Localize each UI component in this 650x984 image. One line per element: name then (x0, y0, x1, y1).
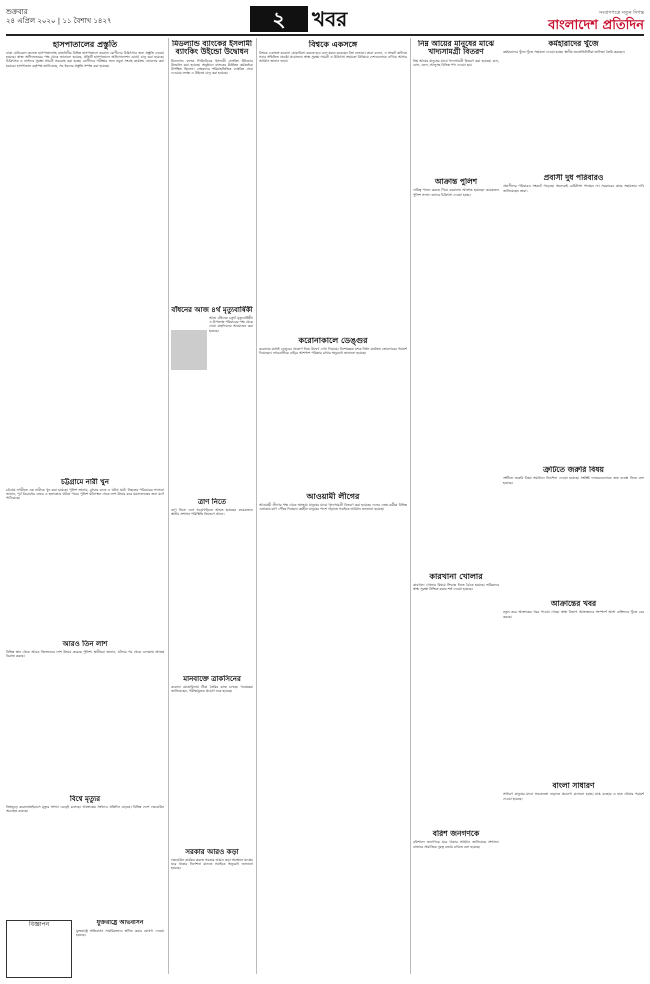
article-body: দায়িত্ব পালন করতে গিয়ে করোনায় আক্রান্ত হয়েছেন কয়েকজন পুলিশ সদস্য। তাদের চিকিৎসা দেওয়া হচ্ছে। (413, 188, 499, 197)
article (259, 40, 407, 330)
headline: বিশ্বে মৃত্যুর (69, 795, 101, 803)
masthead (6, 4, 644, 36)
article-body: বিশ্বজুড়ে করোনাভাইরাসে মৃত্যুর সংখ্যা বেড়েই চলেছে। আক্রান্তের সংখ্যাও প্রতিদিন বাড়ছে। বিভিন্ন দেশে লকডাউন অব্যাহত রয়েছে। (6, 804, 164, 813)
article (503, 782, 644, 976)
article-body: কারখানা খোলার বিষয়ে সিদ্ধান্ত নিতে বৈঠক হয়েছে। শ্রমিকদের স্বাস্থ্য সুরক্ষা নিশ্চিত করার শর্ত দেওয়া হয়েছে। (413, 582, 499, 592)
headline: যুক্তরাষ্ট্রে অভিবাসন (96, 920, 144, 926)
newspaper-logo: সংবাদপত্রে নতুন দিগন্ত বাংলাদেশ প্রতিদিন (548, 10, 644, 33)
headline: ত্রুটিতে জরুরি বিষয় (543, 466, 604, 474)
article (76, 920, 164, 976)
article-body: ঢাকা মেডিকেল কলেজ হাসপাতালসহ রাজধানীর বিভিন্ন হাসপাতালে করোনা রোগীদের চিকিৎসার জন্য প্রস্তুতি নেওয়া হয়েছে। স্বাস্থ্য অধিদফতরের পক্ষ থেকে জানানো হয়েছে, প্রতিটি হাসপাতালে আইসোলেশন ওয়ার্ড চালু করা হয়েছে। চিকিৎসক ও নার্সদের সুরক্ষা সামগ্রী সরবরাহ করা হচ্ছে। রোগীদের পরীক্ষার জন্য নমুনা সংগ্রহ কার্যক্রম জোরদার করা হয়েছে। হাসপাতাল কর্তৃপক্ষ জানিয়েছে, সব ধরনের প্রস্তুতি সম্পন্ন করা হয়েছে। (6, 50, 164, 68)
headline: চট্টগ্রামে নারী খুন (61, 478, 109, 486)
headline: আরও তিন লাশ (62, 640, 108, 648)
page-number: ২ (250, 6, 308, 32)
article (171, 848, 253, 976)
article-body: কর্মহারাদের খুঁজে খুঁজে সহায়তা দেওয়া হচ্ছে। স্থানীয় জনপ্রতিনিধিরা তালিকা তৈরি করছেন। (503, 50, 625, 55)
article (503, 466, 644, 594)
headline: হাসপাতালের প্রস্তুতি (52, 40, 118, 49)
article (259, 492, 407, 976)
article (6, 640, 164, 790)
article (171, 306, 253, 456)
article (413, 178, 499, 388)
article-body: বিশ্বকে একসঙ্গে করোনা মোকাবিলা করতে হবে বলে মন্তব্য করেছেন বিশ্ব নেতারা। তারা বলেন, এ সংকট কাটাতে সবার সম্মিলিত প্রচেষ্টা প্রয়োজন। স্বাস্থ্য সুরক্ষা সামগ্রী ও চিকিৎসা সহায়তা বিনিময়ে দেশগুলোকে এগিয়ে আসার আহ্বান জানান তারা। (259, 50, 407, 64)
headline: মিডল্যান্ড ব্যাংকের ইসলামী ব্যাংকিং উইন্ডো উদ্বোধন (171, 40, 253, 57)
issue-date: শুক্রবার ২৪ এপ্রিল ২০২০ | ১১ বৈশাখ ১৪২৭ (6, 8, 112, 25)
article-body: বরিশালে জনগণকে ঘরে থাকার আহ্বান জানিয়েছে প্রশাসন। বাজারে সামাজিক দূরত্ব বজায় রাখতে বলা হয়েছে। (413, 840, 499, 849)
article (503, 40, 644, 168)
article-body: করোনার মধ্যেই ডেঙ্গুর প্রকোপ নিয়ে উদ্বেগ দেখা দিয়েছে। বিশেষজ্ঞরা মশক নিধন কার্যক্রম জোরদারের পরামর্শ দিয়েছেন। নগরবাসীকে বাড়ির আশপাশ পরিষ্কার রাখার অনুরোধ জানানো হয়েছে। (259, 346, 407, 356)
headline: বাংলা সাধারণ (552, 782, 595, 790)
headline: ত্রাণ নিতে (197, 498, 227, 506)
headline: বরিশ জনগণকে (432, 830, 480, 838)
portrait-photo (171, 330, 207, 370)
headline: কারখানা খোলার (429, 572, 483, 581)
article-body: ত্রুটিতে জরুরি বিষয় সমাধানে নির্দেশনা দেওয়া হয়েছে। সংশ্লিষ্ট দফতরগুলোকে দ্রুত ব্যবস্থা নিতে বলা হয়েছে। (503, 476, 644, 485)
article (6, 40, 164, 472)
headline: আক্রান্তের খবর (550, 600, 597, 608)
headline: আওয়ামী লীগের (306, 492, 360, 501)
article-body: আজ বাঁধনের চতুর্থ মৃত্যুবার্ষিকী। এ উপলক্ষে পরিবারের পক্ষ থেকে দোয়া মাহফিলের আয়োজন করা হয়েছে। (209, 315, 253, 333)
headline: মানবাক্তে ত্রাকসিনের (183, 675, 241, 683)
article-body: যুক্তরাষ্ট্রে অভিবাসন সাময়িকভাবে স্থগিত করার ঘোষণা দেওয়া হয়েছে। (76, 928, 164, 937)
article-body: করোনা মোকাবিলায় টিকা তৈরির কাজ চলছে। গবেষকরা জানিয়েছেন, পরীক্ষামূলক প্রয়োগ শুরু হয়েছে। (171, 684, 253, 693)
headline: প্রবাসী দুধ পরিবারও (543, 174, 604, 182)
article (413, 572, 499, 822)
article (503, 600, 644, 776)
article-body: বিভিন্ন স্থান থেকে আরও তিনজনের লাশ উদ্ধার করেছে পুলিশ। স্থানীয়রা জানান, ঘটনার পর থেকে এলাকায় আতঙ্ক বিরাজ করছে। (6, 649, 164, 658)
article (171, 40, 253, 302)
article (413, 830, 499, 976)
article-body: আওয়ামী লীগের পক্ষ থেকে অসহায় মানুষের মাঝে খাদ্যসামগ্রী বিতরণ করা হয়েছে। দলের নেতা-কর্মীরা বিভিন্ন এলাকায় ত্রাণ পৌঁছে দিচ্ছেন। কর্মহীন মানুষের পাশে দাঁড়াতে সবাইকে আহ্বান জানানো হয়েছে। (259, 502, 407, 512)
article-body: মিডল্যান্ড ব্যাংক লিমিটেডের ইসলামী ব্যাংকিং উইন্ডোর উদ্বোধন করা হয়েছে। অনুষ্ঠানে ব্যাংকের ঊর্ধ্বতন কর্মকর্তারা উপস্থিত ছিলেন। গ্রাহকদের শরিয়াহভিত্তিক ব্যাংকিং সেবা দেওয়ার লক্ষ্যে এ উইন্ডো চালু করা হয়েছে। (171, 58, 253, 76)
article (6, 478, 164, 580)
article-body: নিম্ন আয়ের মানুষের মাঝে খাদ্যসামগ্রী বিতরণ করা হয়েছে। চাল, ডাল, তেল, আলুসহ বিভিন্ন পণ্য দেওয়া হয়। (413, 58, 499, 67)
article (259, 336, 407, 486)
article-body: নতুন করে আক্রান্তের খবর পাওয়া গেছে। স্বাস্থ্য বিভাগ আক্রান্তদের সংস্পর্শে আসা ব্যক্তিদের খুঁজে বের করছে। (503, 610, 644, 619)
column-divider (410, 38, 411, 974)
article-body: প্রবাসীদের পরিবারও সংকটে পড়েছে। অনেকেই রেমিট্যান্স পাচ্ছেন না। সরকারের কাছে সহায়তার দাবি জানিয়েছেন তারা। (503, 184, 644, 193)
headline: বাঁধনের আজ ৪র্থ মৃত্যুবার্ষিকী (171, 306, 253, 314)
headline: করোনাকালে ডেঙ্গুর (298, 336, 368, 345)
headline: নিম্ন আয়ের মানুষের মাঝে খাদ্যসামগ্রী বিতরণ (417, 40, 495, 57)
article (413, 40, 499, 160)
headline: আক্রান্ত পুলিশ (434, 178, 478, 186)
column-divider (168, 38, 169, 974)
headline: বিশ্বকে একসঙ্গে (308, 40, 358, 49)
headline: কর্মহারাদের খুঁজে (548, 40, 599, 48)
article (171, 675, 253, 815)
article-body: লকডাউন কার্যকর করতে সরকার আরও কড়া অবস্থানে যাচ্ছে। ঘরে থাকার নির্দেশনা মানতে সবাইকে অনুরোধ জানানো হয়েছে। (171, 857, 253, 871)
headline: সরকার আরও কড়া (185, 848, 239, 856)
column-divider (256, 38, 257, 974)
article (171, 498, 253, 668)
advertisement: বিজ্ঞাপন (6, 920, 72, 978)
article-body: চট্টগ্রাম নগরীতে এক নারীকে খুন করা হয়েছে। পুলিশ জানায়, বুধবার রাতে এ ঘটনা ঘটে। নিহতের পরিবারের সদস্যরা জানান, পূর্ব বিরোধের জেরে এ হত্যাকাণ্ড ঘটতে পারে। পুলিশ ঘটনাস্থল থেকে লাশ উদ্ধার করে ময়নাতদন্তের জন্য মর্গে পাঠিয়েছে। (6, 487, 164, 501)
article (503, 174, 644, 460)
article-body: সাধারণ মানুষের মাঝে সচেতনতা বাড়াতে প্রচারণা চালানো হচ্ছে। মাস্ক ব্যবহার ও হাত ধোয়ার পরামর্শ দেওয়া হয়েছে। (503, 792, 644, 801)
article-body: ত্রাণ নিতে এসে হুড়োহুড়িতে আহত হয়েছেন কয়েকজন। স্থানীয় প্রশাসন পরিস্থিতি নিয়ন্ত্রণে আনে। (171, 507, 253, 516)
article (6, 795, 164, 915)
section-title: খবর (312, 7, 348, 31)
